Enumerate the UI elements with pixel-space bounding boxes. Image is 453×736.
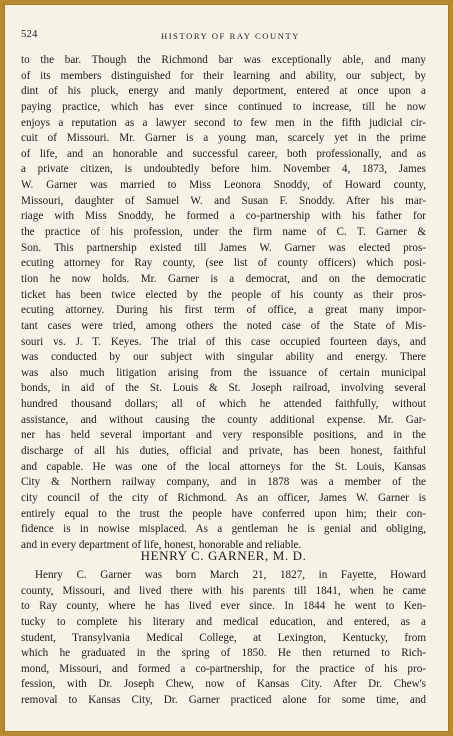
text-line: county, Missouri, and lived there with his parents till 1841, when he came: [21, 584, 426, 597]
text-line: a private citizen, is undoubtedly before him. November 4, 1873, James: [21, 163, 426, 176]
text-line: tant cases were tried, among others the noted case of the State of Mis-: [21, 319, 426, 332]
text-line: the practice of his profession, under the firm name of C. T. Garner &: [21, 226, 426, 239]
text-line: Missouri, daughter of Samuel W. and Susan F. Snoddy. After his mar-: [21, 194, 426, 207]
biography-paragraph-henry-garner: [21, 568, 426, 709]
text-line: hundred thousand dollars; all of which he attended faithfully, without: [21, 398, 426, 411]
text-line: mond, Missouri, and formed a co-partnership, for the practice of his pro-: [21, 662, 426, 675]
text-line: City & Northern railway company, and in 1878 was a member of the: [21, 476, 426, 489]
text-line: fession, with Dr. Joseph Chew, now of Kansas City. After Dr. Chew's: [21, 678, 426, 691]
text-line: student, Transylvania Medical College, at Lexington, Kentucky, from: [21, 631, 426, 644]
running-head: HISTORY OF RAY COUNTY: [161, 31, 301, 41]
text-line: ecuting attorney for Ray county, (see list of county officers) which posi-: [21, 257, 426, 270]
text-line: riage with Miss Snoddy, he formed a co-partnership with his father for: [21, 210, 426, 223]
text-line: assistance, and without causing the county additional expense. Mr. Gar-: [21, 413, 426, 426]
text-line: of life, and an honorable and successful career, both professionally, and as: [21, 147, 426, 160]
text-line: tucky to complete his literary and medical education, and entered, as a: [21, 615, 426, 628]
text-line: was also much litigation arising from the issuance of certain municipal: [21, 366, 426, 379]
text-line: city council of the city of Richmond. As an officer, James W. Garner is: [21, 491, 426, 504]
biography-paragraph-james-garner: [21, 53, 426, 554]
section-heading: HENRY C. GARNER, M. D.: [140, 548, 307, 563]
text-line: was conducted by our subject with singular ability and energy. There: [21, 351, 426, 364]
text-line: enjoys a reputation as a lawyer second to few men in the fifth judicial cir-: [21, 116, 426, 129]
page-header: [21, 29, 426, 43]
text-line: and in every department of life, honest, honorable and reliable.: [21, 538, 302, 551]
text-line: paying practice, which has ever since continued to increase, till he now: [21, 100, 426, 113]
text-line: W. Garner was married to Miss Leonora Snoddy, of Howard county,: [21, 179, 426, 192]
text-line: ecuting attorney. During his first term of office, a great many impor-: [21, 304, 426, 317]
text-line: of its members distinguished for their learning and ability, our subject, by: [21, 69, 426, 82]
text-line: to the bar. Though the Richmond bar was exceptionally able, and many: [21, 54, 426, 66]
text-line: cuit of Missouri. Mr. Garner is a young man, scarcely yet in the prime: [21, 132, 426, 145]
page-number: 524: [21, 29, 38, 40]
text-line: which he graduated in the spring of 1850. He then returned to Rich-: [21, 647, 426, 660]
text-line: Henry C. Garner was born March 21, 1827, in Fayette, Howard: [35, 569, 426, 581]
text-line: tion he now holds. Mr. Garner is a democrat, and on the democratic: [21, 272, 426, 285]
text-line: ner has held several important and very responsible positions, and in the: [21, 429, 426, 442]
text-line: removal to Kansas City, Dr. Garner practiced alone for some time, and: [21, 694, 426, 707]
text-line: entirely equal to the trust the people have conferred upon him; their con-: [21, 507, 426, 520]
book-page: [5, 5, 448, 731]
text-line: fidence is in nowise misplaced. As a gentleman he is genial and obliging,: [21, 523, 426, 536]
text-line: dint of his pluck, energy and manly deportment, entered at once upon a: [21, 85, 426, 98]
text-line: discharge of all his duties, official and private, has been honest, faithful: [21, 445, 426, 458]
text-line: bonds, in aid of the St. Louis & St. Joseph railroad, involving several: [21, 382, 426, 395]
text-line: and capable. He was one of the local attorneys for the St. Louis, Kansas: [21, 460, 426, 473]
text-line: Son. This partnership existed till James W. Garner was elected pros-: [21, 241, 426, 254]
text-line: souri vs. J. T. Keyes. The trial of this case occupied fourteen days, and: [21, 335, 426, 348]
text-line: to Ray county, where he has lived ever since. In 1844 he went to Ken-: [21, 600, 426, 613]
text-line: ticket has been twice elected by the people of his county as their pros-: [21, 288, 426, 301]
